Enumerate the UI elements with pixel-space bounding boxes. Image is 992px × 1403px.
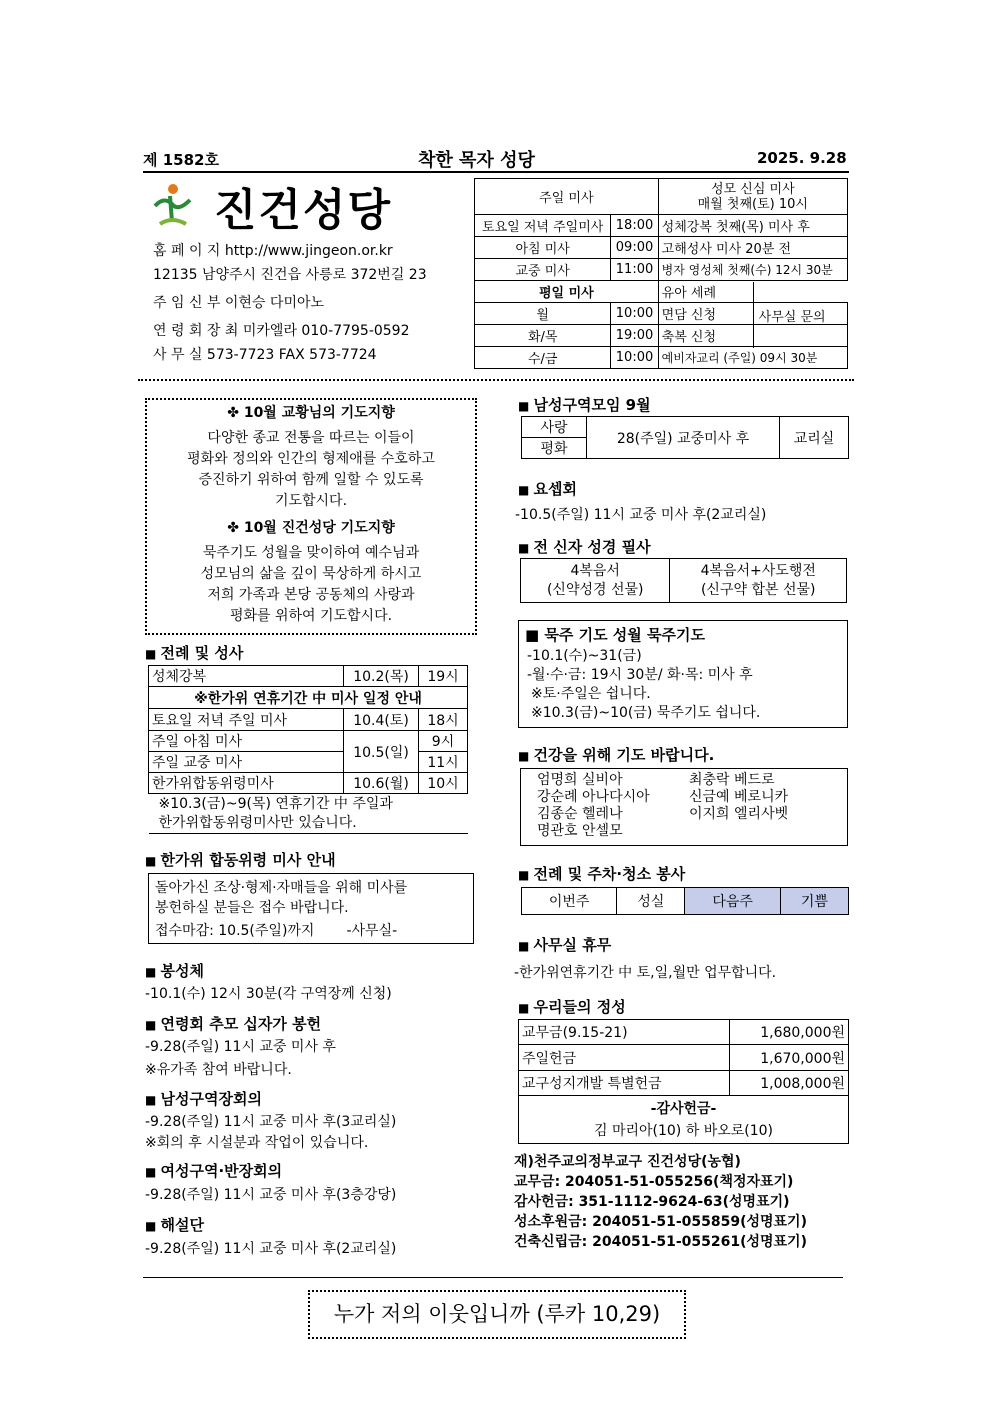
liturgy-time: 11시 (419, 752, 468, 773)
homepage: 홈 페 이 지 http://www.jingeon.or.kr (153, 243, 393, 259)
pastor: 주 임 신 부 이현승 다미아노 (153, 295, 325, 311)
health-col2: 최충락 베드로 신금예 베로니카 이지희 엘리사벳 (689, 772, 789, 822)
prayer-body-parish: 묵주기도 성월을 맞이하여 예수님과 성모님의 삶을 깊이 묵상하게 하시고 저희 가족과 본당 공동체의 사랑과 평화를 위하여 기도합시다. (200, 545, 422, 624)
office-divider (753, 282, 755, 348)
header-rule (143, 171, 849, 173)
office-rest-line: -한가위연휴기간 中 토,일,월만 업무합니다. (514, 965, 777, 981)
weekday-note: 축복 신청 (658, 325, 847, 347)
offering-amount: 1,680,000원 (730, 1020, 849, 1045)
offering-amount: 1,008,000원 (730, 1071, 849, 1096)
offering-label: 교구성지개발 특별헌금 (519, 1071, 730, 1096)
mass-table (474, 178, 848, 369)
liturgy-date: 10.4(토) (344, 709, 419, 731)
service-next-team: 기쁨 (780, 888, 848, 915)
women-leader-line: -9.28(주일) 11시 교중 미사 후(3층강당) (145, 1187, 397, 1203)
liturgy-time: 19시 (419, 666, 468, 687)
logo-text: 진건성당 (214, 185, 393, 236)
weekday-time: 10:00 (611, 303, 658, 325)
health-box (520, 768, 848, 846)
weekday-label: 월 (475, 303, 611, 325)
thanks-offering: -감사헌금- 김 마리아(10) 하 바오로(10) (519, 1096, 849, 1144)
mass-note: 병자 영성체 첫째(수) 12시 30분 (658, 259, 847, 281)
offering-title: ■ 우리들의 정성 (518, 996, 626, 1017)
liturgy-label: 주일 아침 미사 (149, 731, 344, 752)
mass-label: 교중 미사 (475, 259, 611, 281)
weekday-label: 수/금 (475, 347, 611, 369)
liturgy-label: 한가위합동위령미사 (149, 773, 344, 794)
mass-label: 아침 미사 (475, 237, 611, 259)
address: 12135 남양주시 진건읍 사릉로 372번길 23 (153, 267, 427, 283)
prayer-title-pope: ✤ 10월 교황님의 기도지향 (227, 405, 395, 421)
service-next-week: 다음주 (685, 888, 780, 915)
liturgy-label: 토요일 저녁 주일 미사 (149, 709, 344, 731)
issue-date: 2025. 9.28 (757, 149, 847, 167)
bible-title: ■ 전 신자 성경 필사 (518, 536, 651, 557)
men-leader-title: ■ 남성구역장회의 (145, 1088, 262, 1109)
liturgy-date: 10.5(일) (344, 731, 419, 773)
prayer-title-parish: ✤ 10월 진건성당 기도지향 (227, 520, 395, 536)
mass-note: 고해성사 미사 20분 전 (658, 237, 847, 259)
meeting-when: 28(주일) 교중미사 후 (587, 417, 780, 459)
mass-label: 토요일 저녁 주일미사 (475, 215, 611, 237)
elder-contact: 연 령 회 장 최 미카엘라 010-7795-0592 (153, 323, 410, 339)
liturgy-date: 10.2(목) (344, 666, 419, 687)
joseph-title: ■ 요셉회 (518, 478, 577, 499)
cross-line: -9.28(주일) 11시 교중 미사 후 (145, 1039, 336, 1055)
weekday-time: 10:00 (611, 347, 658, 369)
liturgy-label: 주일 교중 미사 (149, 752, 344, 773)
group-name: 평화 (522, 438, 587, 459)
weekday-mass-head: 평일 미사 (475, 281, 659, 303)
issue-number: 제 1582호 (143, 151, 219, 169)
liturgy-time: 10시 (419, 773, 468, 794)
mass-time: 11:00 (611, 259, 658, 281)
rosary-box (518, 620, 848, 728)
health-title: ■ 건강을 위해 기도 바랍니다. (518, 744, 714, 765)
section-divider (138, 379, 854, 381)
footer-rule (143, 1277, 843, 1278)
office-inquiry: 사무실 문의 (758, 310, 826, 325)
chuseok-title: ■ 한가위 합동위령 미사 안내 (145, 849, 336, 870)
men-meeting-table (521, 416, 849, 459)
women-leader-title: ■ 여성구역·반장회의 (145, 1160, 282, 1181)
liturgy-date: 10.6(월) (344, 773, 419, 794)
liturgy-table (148, 665, 468, 834)
office-rest-title: ■ 사무실 휴무 (518, 934, 611, 955)
offering-amount: 1,670,000원 (730, 1045, 849, 1071)
service-table (521, 887, 849, 915)
sunday-mass-head: 주일 미사 (475, 179, 659, 215)
weekday-time: 19:00 (611, 325, 658, 347)
men-leader-line: -9.28(주일) 11시 교중 미사 후(3교리실) (145, 1114, 397, 1130)
liturgy-title: ■ 전례 및 성사 (145, 642, 243, 663)
footer-verse-box (308, 1290, 686, 1339)
chuseok-deadline: 접수마감: 10.5(주일)까지 -사무실- (155, 923, 398, 939)
commentator-line: -9.28(주일) 11시 교중 미사 후(2교리실) (145, 1241, 397, 1257)
communion-title: ■ 봉성체 (145, 960, 204, 981)
bible-table (520, 558, 847, 603)
communion-line: -10.1(수) 12시 30분(각 구역장께 신청) (145, 986, 392, 1002)
church-figure-icon (150, 182, 196, 228)
liturgy-time: 18시 (419, 709, 468, 731)
group-name: 사랑 (522, 417, 587, 438)
mass-time: 18:00 (611, 215, 658, 237)
chuseok-box (148, 873, 474, 944)
men-meeting-title: ■ 남성구역모임 9월 (518, 394, 651, 415)
joseph-line: -10.5(주일) 11시 교중 미사 후(2교리실) (515, 507, 767, 523)
chuseok-body: 봉헌하실 분들은 접수 바랍니다. (155, 900, 349, 916)
prayer-body-pope: 다양한 종교 전통을 따르는 이들이 평화와 정의와 인간의 형제애를 수호하고 증진하기 위하여 함께 일할 수 있도록 기도합시다. (187, 430, 435, 509)
catechumen-class: 예비자교리 (주일) 09시 30분 (658, 347, 847, 369)
liturgy-label: 성체강복 (149, 666, 344, 687)
chuseok-body: 돌아가신 조상·형제·자매들을 위해 미사를 (155, 880, 408, 896)
church-title: 착한 목자 성당 (418, 150, 535, 171)
liturgy-notice: ※한가위 연휴기간 中 미사 일정 안내 (149, 687, 468, 709)
health-col1: 엄명희 실비아 강순례 아나다시아 김종순 헬레나 명관호 안셀모 (537, 772, 650, 839)
liturgy-time: 9시 (419, 731, 468, 752)
bible-left: 4복음서 (신약성경 선물) (521, 559, 670, 603)
logo (150, 180, 400, 236)
liturgy-footnote: ※10.3(금)~9(목) 연휴기간 中 주일과 한가위합동위령미사만 있습니다. (149, 794, 468, 834)
service-title: ■ 전례 및 주차·청소 봉사 (518, 863, 685, 884)
sacrament-head: 성모 신심 미사 매월 첫째(토) 10시 (658, 179, 847, 215)
mass-time: 09:00 (611, 237, 658, 259)
cross-line: ※유가족 참여 바랍니다. (145, 1062, 292, 1078)
rosary-lines: -10.1(수)~31(금) -월·수·금: 19시 30분/ 화·목: 미사 후 ※토·주일은 쉽니다. ※10.3(금)~10(금) 묵주기도 쉽니다. (527, 648, 761, 721)
offering-label: 주일헌금 (519, 1045, 730, 1071)
rosary-title: ■ 묵주 기도 성월 묵주기도 (525, 626, 705, 644)
commentator-title: ■ 해설단 (145, 1214, 204, 1235)
bank-accounts: 재)천주교의정부교구 진건성당(농협) 교무금: 204051-51-055256(책정자표기) 감사헌금: 351-1112-9624-63(성명표기) 성소후원금: 204051-51-055859(성명표기) 건축신립금: 204051-51-055261(성명표기) (514, 1154, 807, 1250)
men-leader-line: ※회의 후 시설분과 작업이 있습니다. (145, 1135, 369, 1151)
meeting-where: 교리실 (780, 417, 849, 459)
infant-baptism: 유아 세례 (658, 281, 847, 303)
service-this-team: 성실 (617, 888, 685, 915)
prayer-box (145, 398, 477, 635)
weekday-label: 화/목 (475, 325, 611, 347)
mass-note: 성체강복 첫째(목) 미사 후 (658, 215, 847, 237)
service-this-week: 이번주 (522, 888, 617, 915)
bible-right: 4복음서+사도행전 (신구약 합본 선물) (670, 559, 847, 603)
weekday-note: 면담 신청 사무실 문의 (658, 303, 847, 325)
office-contact: 사 무 실 573-7723 FAX 573-7724 (153, 347, 377, 363)
footer-verse: 누가 저의 이웃입니까 (루카 10,29) (333, 1302, 661, 1326)
offering-table (518, 1019, 849, 1144)
offering-label: 교무금(9.15-21) (519, 1020, 730, 1045)
cross-title: ■ 연령회 추모 십자가 봉헌 (145, 1013, 321, 1034)
